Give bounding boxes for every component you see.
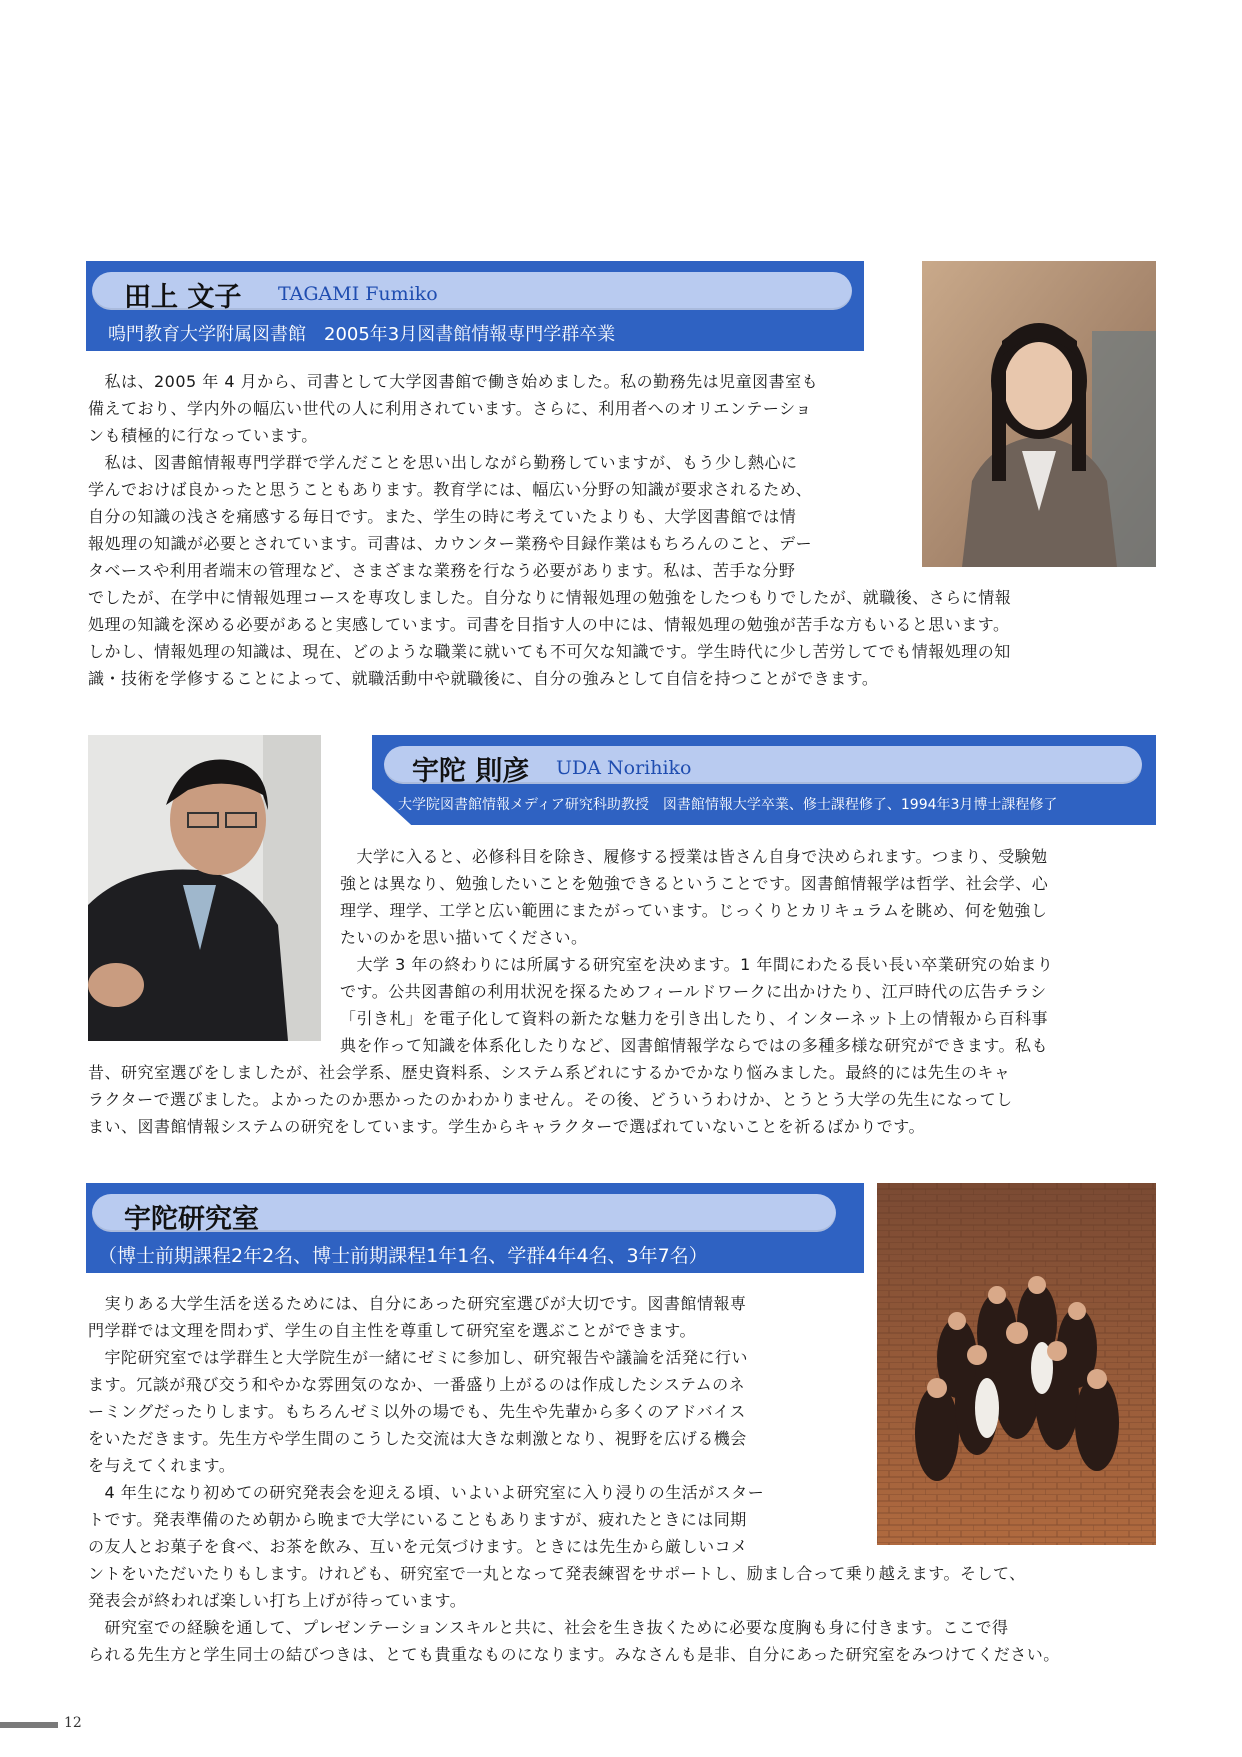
section1-body [88,368,1158,692]
section3-line: ーミングだったりします。もちろんゼミ以外の場でも、先生や先輩から多くのアドバイス [88,1402,746,1421]
section1-line: でしたが、在学中に情報処理コースを専攻しました。自分なりに情報処理の勉強をしたつもりでしたが、就職後、さらに情報 [88,588,1012,607]
section2-line: 昔、研究室選びをしましたが、社会学系、歴史資料系、システム系どれにするかでかなり悩みました。最終的には先生のキャ [88,1063,1011,1082]
section3-line: の友人とお菓子を食べ、お茶を飲み、互いを元気づけます。ときには先生から厳しいコメ [88,1537,748,1556]
section1-line: 識・技術を学修することによって、就職活動中や就職後に、自分の強みとして自信を持つことができます。 [88,669,879,688]
section3-line: 実りある大学生活を送るためには、自分にあった研究室選びが大切です。図書館情報専 [88,1294,747,1313]
section3-line: 発表会が終われば楽しい打ち上げが待っています。 [88,1591,467,1610]
section3-line: ます。冗談が飛び交う和やかな雰囲気のなか、一番盛り上がるのは作成したシステムのネ [88,1375,746,1394]
section2-body [88,843,1158,1140]
section2-line: まい、図書館情報システムの研究をしています。学生からキャラクターで選ばれていないことを祈るばかりです。 [88,1117,926,1136]
page-number: 12 [64,1715,82,1731]
section2-line: 大学 3 年の終わりには所属する研究室を決めます。1 年間にわたる長い長い卒業研究の始まり [340,955,1054,974]
section2-name-jp: 宇陀 則彦 [412,756,530,787]
section3-line: ントをいただいたりもします。けれども、研究室で一丸となって発表練習をサポートし、励まし合って乗り越えます。そして、 [88,1564,1026,1583]
footer-bar [0,1722,58,1728]
section1-line: しかし、情報処理の知識は、現在、どのような職業に就いても不可欠な知識です。学生時代に少し苦労してでも情報処理の知 [88,642,1011,661]
section2-line: です。公共図書館の利用状況を探るためフィールドワークに出かけたり、江戸時代の広告チラシ [340,982,1047,1001]
section1-line: ンも積極的に行なっています。 [88,426,318,445]
section3-line: 宇陀研究室では学群生と大学院生が一緒にゼミに参加し、研究報告や議論を活発に行い [88,1348,749,1367]
section2-name-en: UDA Norihiko [556,757,692,779]
section3-body [88,1290,1158,1668]
section3-title: 宇陀研究室 [124,1204,259,1235]
section3-line: られる先生方と学生同士の結びつきは、とても貴重なものになります。みなさんも是非、自分にあった研究室をみつけてください。 [88,1645,1060,1664]
section1-line: 備えており、学内外の幅広い世代の人に利用されています。さらに、利用者へのオリエンテーショ [88,399,812,418]
section2-line: 強とは異なり、勉強したいことを勉強できるということです。図書館情報学は哲学、社会学、心 [340,874,1049,893]
section2-affiliation: 大学院図書館情報メディア研究科助教授 図書館情報大学卒業、修士課程修了、1994年3月博士課程修了 [398,797,1058,813]
section1-line: 学んでおけば良かったと思うこともあります。教育学には、幅広い分野の知識が要求されるため、 [88,480,813,499]
section3-line: 4 年生になり初めての研究発表会を迎える頃、いよいよ研究室に入り浸りの生活がスター [88,1483,765,1502]
section1-name-jp: 田上 文子 [124,282,242,313]
section3-line: をいただきます。先生方や学生間のこうした交流は大きな刺激となり、視野を広げる機会 [88,1429,747,1448]
section2-line: 理学、理学、工学と広い範囲にまたがっています。じっくりとカリキュラムを眺め、何を勉強し [340,901,1048,920]
section1-line: 私は、図書館情報専門学群で学んだことを思い出しながら勤務していますが、もう少し熱心に [88,453,798,472]
section1-line: 処理の知識を深める必要があると実感しています。司書を目指す人の中には、情報処理の勉強が苦手な方もいると思います。 [88,615,1010,634]
section3-line: を与えてくれます。 [88,1456,236,1475]
section1-line: 報処理の知識が必要とされています。司書は、カウンター業務や目録作業はもちろんのこと、デー [88,534,813,553]
section3-line: 研究室での経験を通して、プレゼンテーションスキルと共に、社会を生き抜くために必要な度胸も身に付きます。ここで得 [88,1618,1009,1637]
section1-affiliation: 鳴門教育大学附属図書館 2005年3月図書館情報専門学群卒業 [108,324,616,345]
section2-line: 「引き札」を電子化して資料の新たな魅力を引き出したり、インターネット上の情報から百科事 [340,1009,1049,1028]
section1-line: 自分の知識の浅さを痛感する毎日です。また、学生の時に考えていたよりも、大学図書館では情 [88,507,797,526]
section1-name-en: TAGAMI Fumiko [278,283,438,305]
section2-line: 大学に入ると、必修科目を除き、履修する授業は皆さん自身で決められます。つまり、受験勉 [340,847,1048,866]
section2-line: 典を作って知識を体系化したりなど、図書館情報学ならではの多種多様な研究ができます。私も [340,1036,1049,1055]
section3-subtitle: （博士前期課程2年2名、博士前期課程1年1名、学群4年4名、3年7名） [98,1245,708,1267]
section2-line: ラクターで選びました。よかったのか悪かったのかわかりません。その後、どういうわけか、とうとう大学の先生になってし [88,1090,1013,1109]
section1-line: タベースや利用者端末の管理など、さまざまな業務を行なう必要があります。私は、苦手な分野 [88,561,796,580]
section1-line: 私は、2005 年 4 月から、司書として大学図書館で働き始めました。私の勤務先は児童図書室も [88,372,819,391]
section3-line: 門学群では文理を問わず、学生の自主性を尊重して研究室を選ぶことができます。 [88,1321,696,1340]
section3-line: トです。発表準備のため朝から晩まで大学にいることもありますが、疲れたときには同期 [88,1510,747,1529]
section2-line: たいのかを思い描いてください。 [340,928,588,947]
